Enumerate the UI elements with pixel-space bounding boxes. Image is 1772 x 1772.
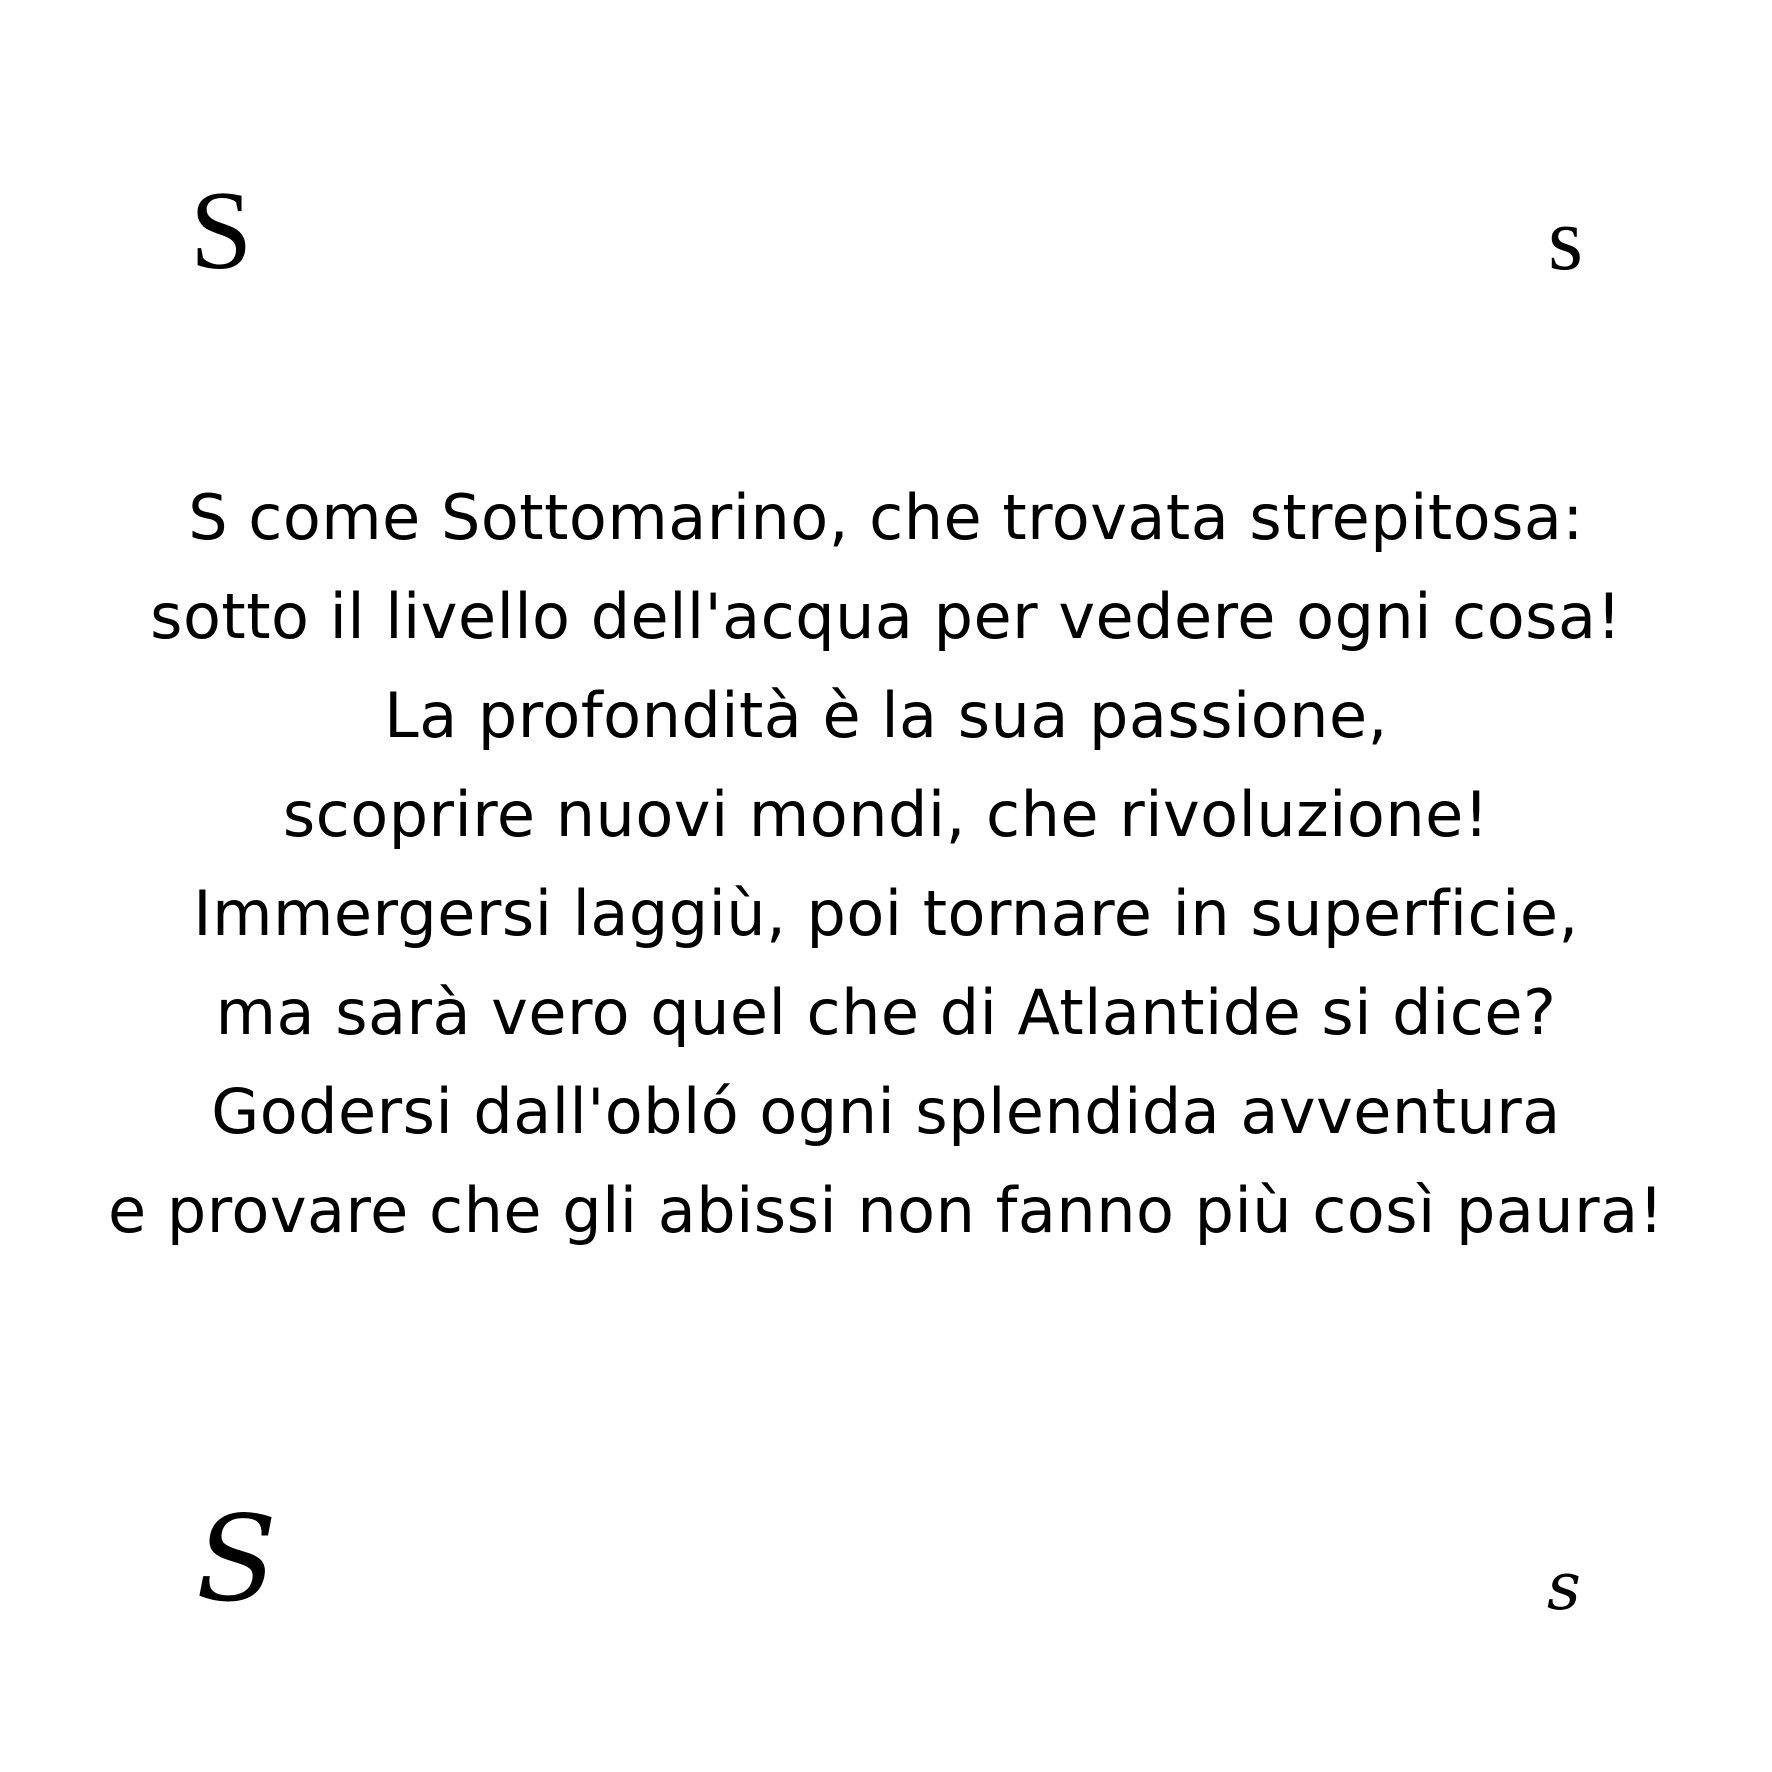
poem-line: La profondità è la sua passione, xyxy=(384,679,1388,752)
poem-line: S come Sottomarino, che trovata strepitosa: xyxy=(188,481,1584,554)
decorative-letter-top-right: s xyxy=(1548,190,1584,289)
poem-line: scoprire nuovi mondi, che rivoluzione! xyxy=(282,778,1490,851)
decorative-letter-bottom-left: S xyxy=(196,1490,277,1628)
poem-line: ma sarà vero quel che di Atlantide si dice? xyxy=(215,976,1557,1049)
poem-line: Immergersi laggiù, poi tornare in superficie, xyxy=(193,877,1579,950)
decorative-letter-bottom-right: s xyxy=(1547,1548,1581,1625)
poem-line: Godersi dall'obló ogni splendida avventura xyxy=(211,1075,1561,1148)
poem-line: e provare che gli abissi non fanno più così paura! xyxy=(108,1174,1664,1247)
poem-text xyxy=(60,468,1712,1260)
decorative-letter-top-left: S xyxy=(190,169,253,293)
poem-line: sotto il livello dell'acqua per vedere ogni cosa! xyxy=(150,580,1622,653)
